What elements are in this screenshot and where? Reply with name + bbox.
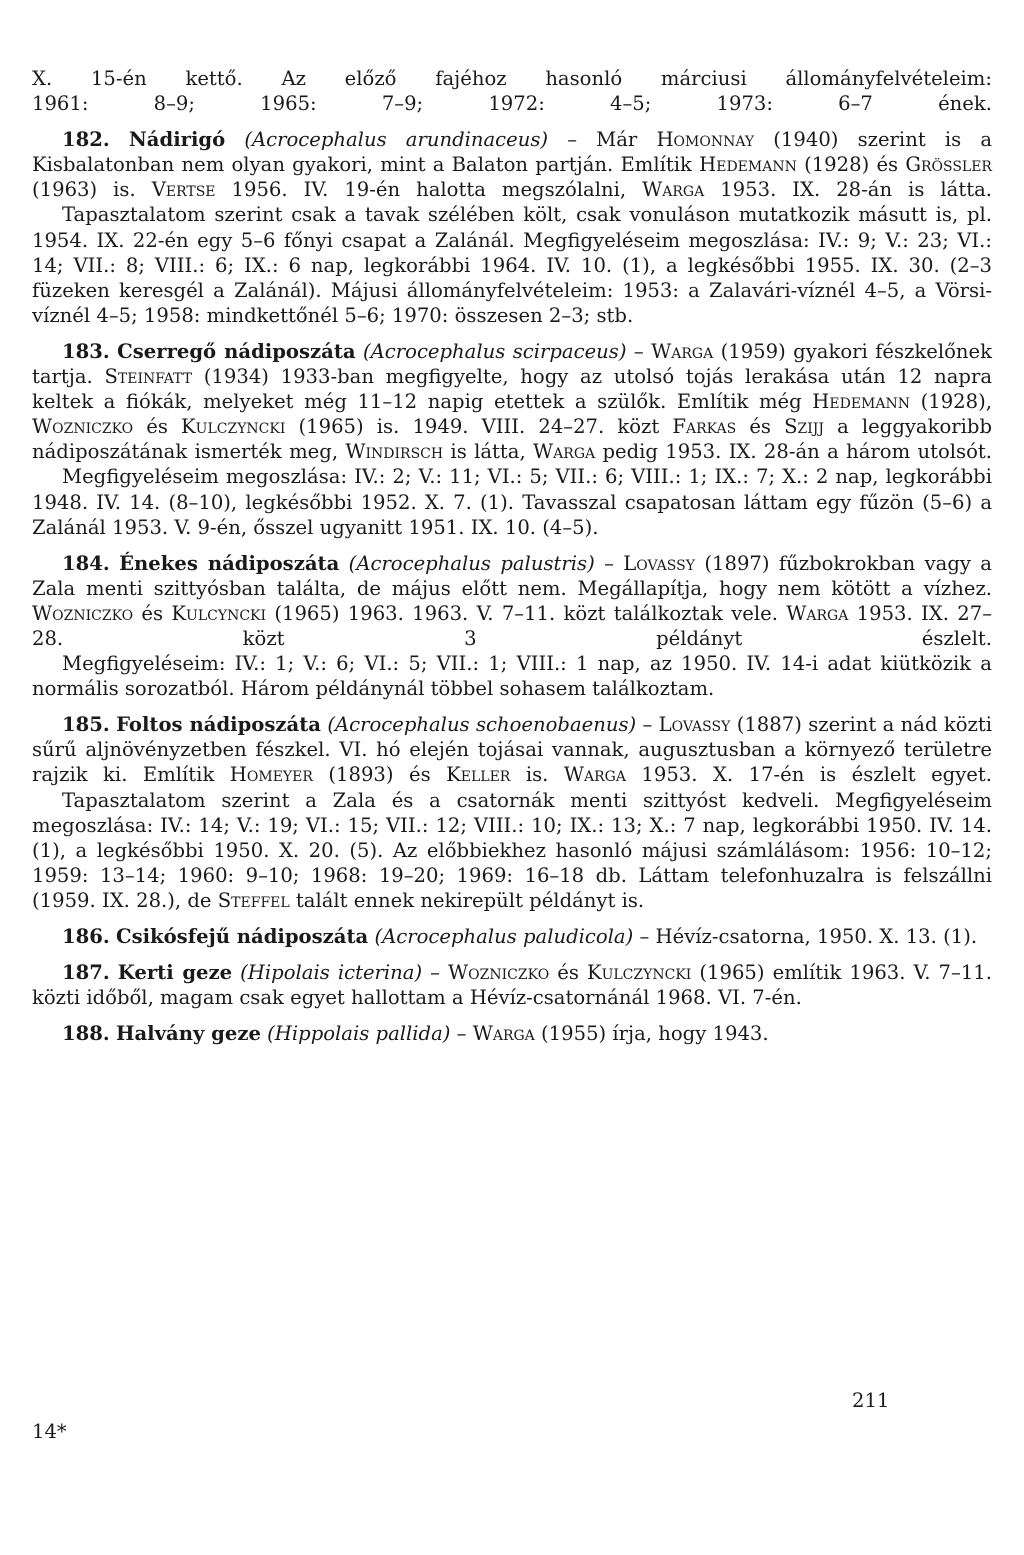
species-latin-name: (Acrocephalus palustris) [348,551,595,575]
entry-number: 185. [62,713,110,737]
text-run: pedig 1953. IX. 28-án a három utolsót. [595,440,993,464]
species-name: Cserregő nádiposzáta [117,339,356,363]
author-name: Warga [563,763,626,787]
text-run: Tapasztalatom szerint a Zala és a csatornák menti szittyóst kedveli. Megfigyeléseim megoszlása: IV.: 14; V.: 19; VI.: 15; VII.: 12; VIII.: 10; IX.: 13; X.: 7 nap, legkorábbi 1950. IV. 14. (1), a legkésőbbi 1950. X. 20. (5). Az előbbiekhez hasonló májusi számlálásom: 1956: 10–12; 1959: 13–14; 1960: 9–10; 1968: 19–20; 1969: 16–18 db. Láttam telefonhuzalra is felszállni (1959. IX. 28.), de [32,788,992,912]
entry-number: 183. [62,339,110,363]
text-run: (1893) és [312,763,447,787]
text-run: (1965) említik 1963. V. 7–11. közti időből, magam csak egyet hallottam a Hévíz-csatornánál 1968. VI. 7-én. [32,961,992,1010]
text-run: – [626,339,652,363]
species-latin-name: (Acrocephalus paludicola) [374,925,634,948]
species-name: Nádirigó [128,128,226,152]
text-run: 1953. IX. 27–28. közt 3 példányt észlelt. [32,601,992,650]
text-run: is. [510,763,564,787]
species-entry-paragraph [32,788,992,913]
author-name: Warga [472,1022,535,1046]
author-name: Wozniczko [32,415,134,439]
author-name: Grössler [905,153,992,177]
text-run: és [549,961,587,985]
author-name: Homonnay [656,128,755,152]
species-entry [32,127,992,202]
signature-mark: 14* [32,1420,67,1443]
text-run: és [736,415,785,439]
text-run: (1965) 1963. 1963. V. 7–11. közt találkoztak vele. [266,601,787,625]
text-run: a leggyakoribb nádiposzátának ismerték meg, [32,415,993,464]
page-number: 211 [852,1389,890,1412]
species-entry [32,712,992,787]
species-entry-paragraph [32,651,992,701]
species-entry-paragraph [32,464,992,539]
author-name: Hedemann [699,153,797,177]
author-name: Steffel [217,888,290,912]
text-run: és [133,415,182,439]
species-name: Foltos nádiposzáta [116,713,321,737]
author-name: Vertse [151,178,216,202]
author-name: Kulcyncki [171,601,267,625]
author-name: Farkas [672,415,737,439]
text-run: (1934) 1933-ban megfigyelte, hogy az utolsó tojás lerakása után 12 napra keltek a fiókák, melyeket még 11–12 napig etettek a szülők. Említik még [32,365,992,414]
species-entry-paragraph [32,202,992,327]
text-run: és [133,601,172,625]
author-name: Lovassy [658,713,731,737]
author-name: Hedemann [812,390,910,414]
entry-number: 186. [62,925,110,948]
author-name: Warga [786,601,849,625]
intro-paragraph [32,66,992,116]
author-name: Wozniczko [448,961,550,985]
species-name: Halvány geze [115,1022,261,1046]
species-entry [32,339,992,464]
text-run: (1963) is. [32,178,152,202]
intro-line: X. 15-én kettő. Az előző fajéhoz hasonló márciusi állományfelvételeim: [32,67,992,90]
species-entry [32,924,992,949]
intro-line: 1961: 8–9; 1965: 7–9; 1972: 4–5; 1973: 6–7 ének. [32,92,992,116]
paragraph-text: Tapasztalatom szerint csak a tavak szélében költ, csak vonuláson mutatkozik másutt is, pl. 1954. IX. 22-én egy 5–6 főnyi csapat a Zalánál. Megfigyeléseim megoszlása: IV.: 9; V.: 23; VI.: 14; VII.: 8; VIII.: 6; IX.: 6 nap, legkorábbi 1964. IV. 10. (1), a legkésőbbi 1955. IX. 30. (2–3 füzeken keresgél a Zalánál). Májusi állományfelvételeim: 1953: a Zalavári-víznél 4–5, a Vörsi-víznél 4–5; 1958: mindkettőnél 5–6; 1970: összesen 2–3; stb. [32,203,992,327]
entry-number: 184. [62,551,110,575]
species-latin-name: (Acrocephalus scirpaceus) [363,339,627,363]
author-name: Lovassy [623,551,695,575]
author-name: Homeyer [229,763,313,787]
text-run: (1928), [910,390,992,414]
text-run: 1953. X. 17-én is észlelt egyet. [625,763,992,787]
text-column [32,66,992,1046]
species-name: Kerti geze [117,961,233,985]
species-latin-name: (Acrocephalus schoenobaenus) [327,713,637,737]
text-run: talált ennek nekirepült példányt is. [289,888,645,912]
text-run: is látta, [443,440,534,464]
species-entry [32,960,992,1010]
species-latin-name: (Hipolais icterina) [240,961,423,985]
author-name: Steinfatt [104,365,193,389]
text-run: (1897) fűzbokrokban vagy a Zala menti szittyósban találta, de május előtt nem. Megállapítja, hogy nem kötött a vízhez. [32,551,992,600]
species-name: Csikósfejű nádiposzáta [115,925,369,948]
text-run: (1965) is. 1949. VIII. 24–27. közt [285,415,673,439]
species-entry [32,551,992,651]
author-name: Warga [651,339,714,363]
author-name: Windirsch [345,440,444,464]
text-run: 1953. IX. 28-án is látta. [704,178,992,202]
text-run: (1955) írja, hogy 1943. [534,1022,769,1046]
text-run: – [636,713,659,737]
text-run: – [594,551,624,575]
species-latin-name: (Hippolais pallida) [267,1022,451,1046]
paragraph-text: Megfigyeléseim: IV.: 1; V.: 6; VI.: 5; VII.: 1; VIII.: 1 nap, az 1950. IV. 14-i adat kiütközik a normális sorozatból. Három példánynál többel sohasem találkoztam. [32,652,992,701]
entry-number: 187. [62,961,110,985]
species-name: Énekes nádiposzáta [119,551,340,575]
species-entries [32,127,992,1046]
author-name: Keller [446,763,511,787]
author-name: Kulczyncki [586,961,692,985]
text-run: (1940) szerint is a Kisbalatonban nem olyan gyakori, mint a Balaton partján. Említik [32,128,993,177]
paragraph-text: Megfigyeléseim megoszlása: IV.: 2; V.: 11; VI.: 5; VII.: 6; VIII.: 1; IX.: 7; X.: 2 nap, legkorábbi 1948. IV. 14. (8–10), legkésőbbi 1952. X. 7. (1). Tavasszal csapatosan láttam egy fűzön (5–6) a Zalánál 1953. V. 9-én, ősszel ugyanitt 1951. IX. 10. (4–5). [32,465,992,539]
paragraph-text: – Hévíz-csatorna, 1950. X. 13. (1). [633,925,978,948]
text-run: – [422,961,449,985]
author-name: Szijj [784,415,824,439]
text-run: 1956. IV. 19-én halotta megszólalni, [215,178,643,202]
entry-number: 188. [62,1022,110,1046]
author-name: Warga [642,178,705,202]
species-entry [32,1021,992,1046]
text-run: (1959) gyakori fészkelőnek tartja. [32,339,993,389]
author-name: Wozniczko [32,601,134,625]
text-run: – [450,1022,473,1046]
author-name: Kulczyncki [181,415,286,439]
text-run: (1928) és [796,153,906,177]
species-latin-name: (Acrocephalus arundinaceus) [244,128,549,152]
author-name: Warga [533,440,596,464]
entry-number: 182. [62,128,110,152]
text-run: – Már [548,128,657,152]
text-run: (1887) szerint a nád közti sűrű aljnövényzetben fészkel. VI. hó elején tojásai vannak, augusztusban a környező területre rajzik ki. Említik [32,713,992,787]
